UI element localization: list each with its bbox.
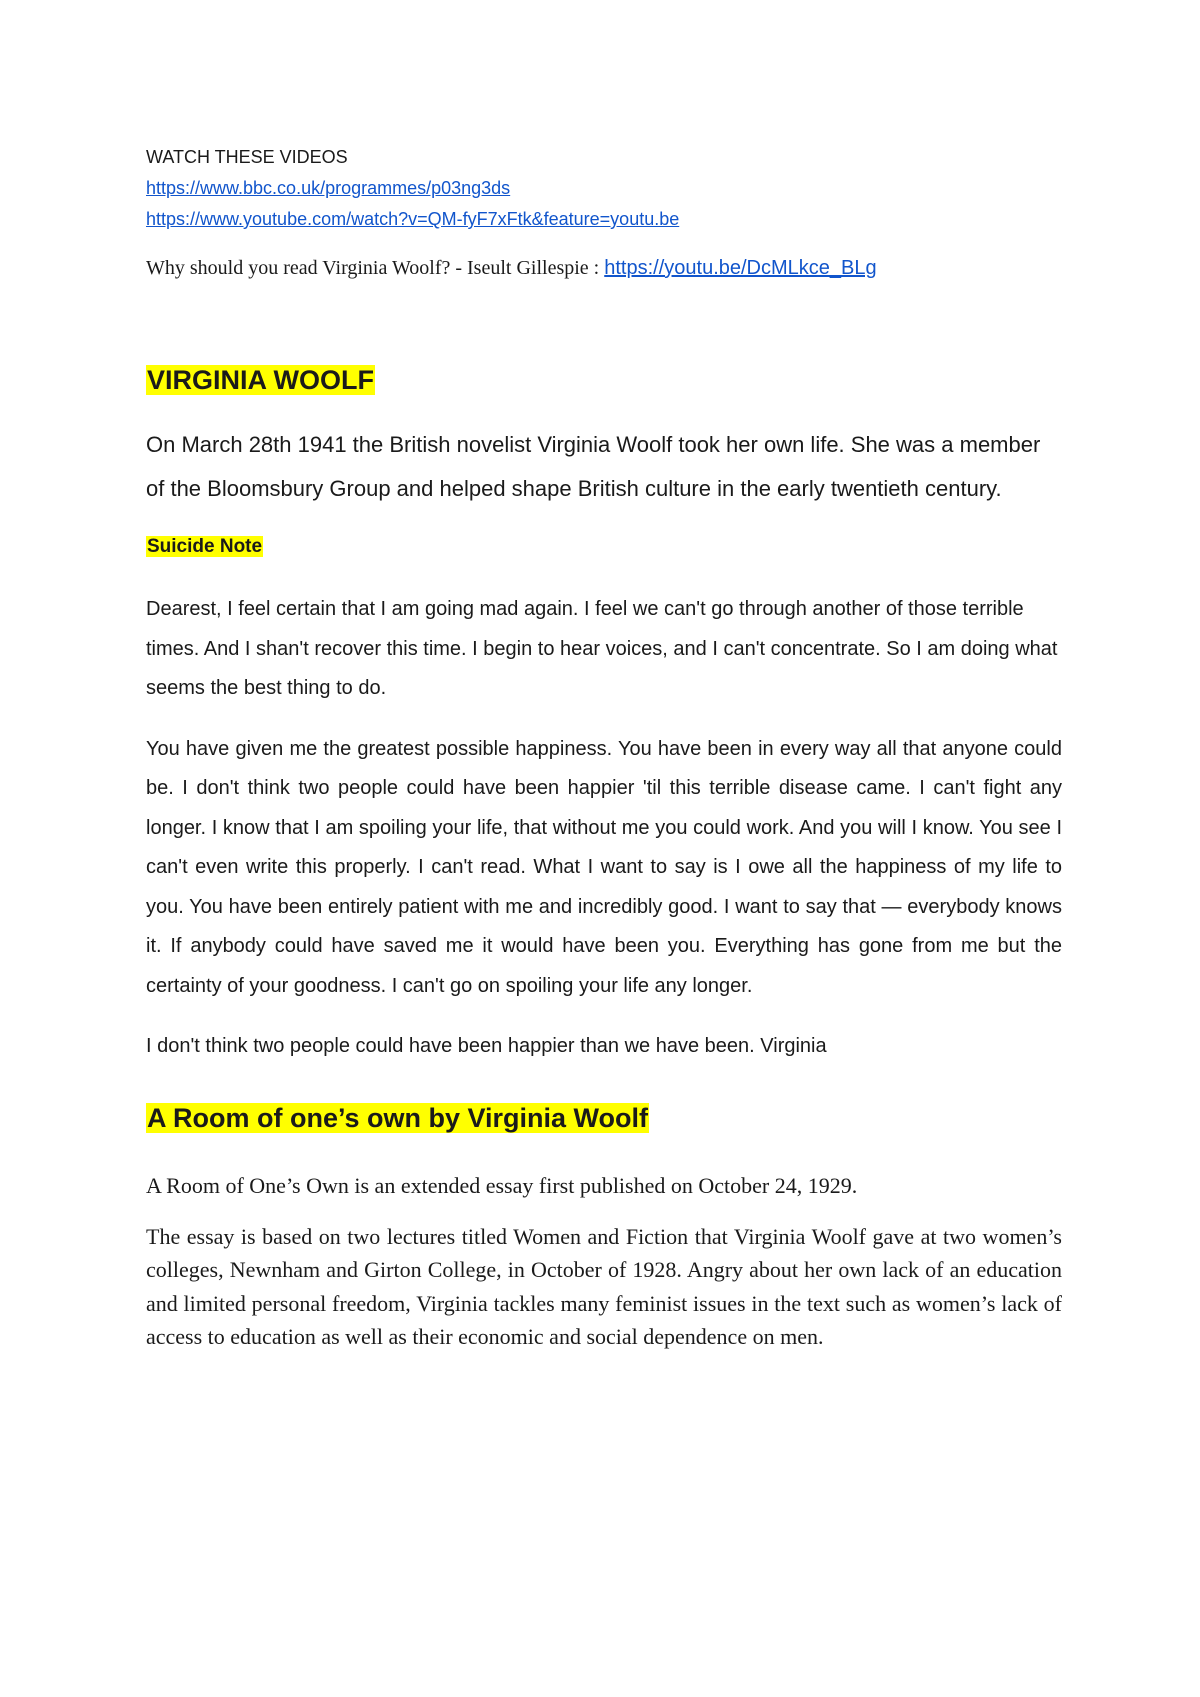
ted-video-link[interactable]: https://youtu.be/DcMLkce_BLg — [604, 257, 877, 279]
suicide-note-heading-text: Suicide Note — [147, 536, 263, 557]
bbc-video-link[interactable]: https://www.bbc.co.uk/programmes/p03ng3ds — [146, 178, 511, 198]
suicide-note-heading — [146, 533, 1062, 561]
note-paragraph-3: I don't think two people could have been happier than we have been. Virginia — [146, 1035, 827, 1057]
room-paragraph-2: The essay is based on two lectures titled Women and Fiction that Virginia Woolf gave at two women’s colleges, Newnham and Girton College, in October of 1928. Angry about her own lack of an education and limited personal freedom, Virginia tackles many feminist issues in the text such as women’s lack of access to education as well as their economic and social dependence on men. — [146, 1223, 1062, 1349]
note-paragraph-2: You have given me the greatest possible happiness. You have been in every way all that anyone could be. I don't think two people could have been happier 'til this terrible disease came. I can't fight any longer. I know that I am spoiling your life, that without me you could work. And you will I know. You see I can't even write this properly. I can't read. What I want to say is I owe all the happiness of my life to you. You have been entirely patient with me and incredibly good. I want to say that — everybody knows it. If anybody could have saved me it would have been you. Everything has gone from me but the certainty of your goodness. I can't go on spoiling your life any longer. — [146, 737, 1062, 997]
why-read-text: Why should you read Virginia Woolf? - Iseult Gillespie : — [146, 257, 605, 279]
document-page — [146, 142, 1062, 1354]
why-read-line — [146, 253, 1062, 283]
videos-heading: WATCH THESE VIDEOS — [146, 147, 348, 167]
note-paragraph-1: Dearest, I feel certain that I am going mad again. I feel we can't go through another of those terrible times. And I shan't recover this time. I begin to hear voices, and I can't concentrate. So I am doing what seems the best thing to do. — [146, 598, 1058, 699]
virginia-woolf-heading-text: VIRGINIA WOOLF — [147, 365, 374, 395]
youtube-link-line — [146, 204, 1062, 235]
virginia-woolf-heading — [146, 363, 1062, 397]
youtube-video-link[interactable]: https://www.youtube.com/watch?v=QM-fyF7xFtk&feature=youtu.be — [146, 209, 680, 229]
room-paragraph-1: A Room of One’s Own is an extended essay first published on October 24, 1929. — [146, 1172, 858, 1198]
room-of-ones-own-heading-text: A Room of one’s own by Virginia Woolf — [147, 1102, 649, 1133]
room-of-ones-own-heading — [146, 1100, 1062, 1136]
bbc-link-line — [146, 173, 1062, 204]
woolf-intro-paragraph: On March 28th 1941 the British novelist Virginia Woolf took her own life. She was a member of the Bloomsbury Group and helped shape British culture in the early twentieth century. — [146, 432, 1041, 501]
